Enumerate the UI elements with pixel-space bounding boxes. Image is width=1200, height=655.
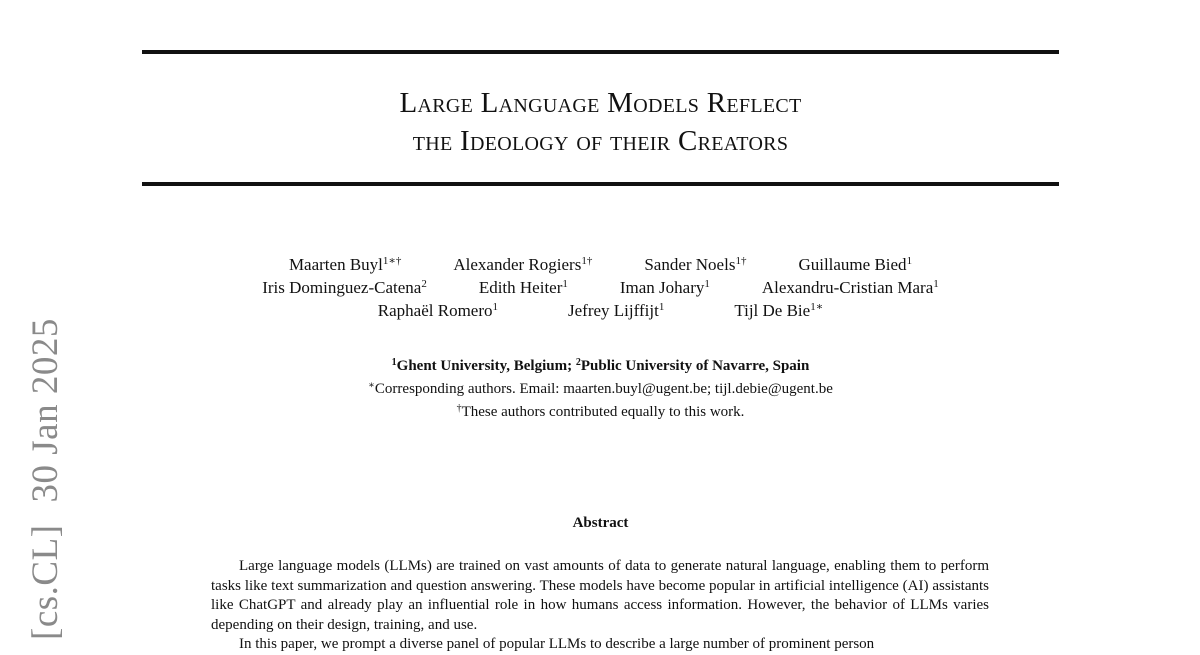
arxiv-date: 30 Jan 2025: [25, 318, 66, 503]
author: Jefrey Lijffijt$^1$: [568, 301, 665, 320]
author-row-2: [142, 278, 1059, 298]
paper-title: [142, 84, 1059, 160]
title-line-2: the Ideology of their Creators: [412, 125, 789, 157]
abstract-paragraph-1: Large language models (LLMs) are trained on vast amounts of data to generate natural language, enabling them to perform tasks like text summarization and question answering. These models have become popular in artificial intelligence (AI) assistants like ChatGPT and already play an influential role in how humans access information. However, the behavior of LLMs varies depending on their design, training, and use.: [211, 558, 989, 633]
author: Sander Noels$^{1\dagger}$: [644, 255, 747, 274]
author: Raphaël Romero$^1$: [377, 301, 499, 320]
arxiv-category: [cs.CL]: [25, 524, 66, 640]
abstract-heading: Abstract: [572, 515, 629, 531]
arxiv-side-stamp: [24, 296, 67, 640]
author: Guillaume Bied$^1$: [798, 255, 913, 274]
author-row-1: [142, 255, 1059, 275]
author: Iman Johary$^1$: [619, 278, 710, 297]
author: Edith Heiter$^1$: [478, 278, 568, 297]
abstract-paragraph-2: In this paper, we prompt a diverse panel of popular LLMs to describe a large number of prominent person: [239, 636, 875, 652]
author: Maarten Buyl$^{1∗\dagger}$: [288, 255, 402, 274]
title-top-rule: [142, 50, 1059, 54]
affiliations: $^1$Ghent University, Belgium; $^2$Public University of Navarre, Spain: [391, 357, 810, 374]
author: Alexander Rogiers$^{1\dagger}$: [453, 255, 593, 274]
author: Alexandru-Cristian Mara$^1$: [761, 278, 939, 297]
title-bottom-rule: [142, 182, 1059, 186]
author: Iris Dominguez-Catena$^2$: [262, 278, 427, 297]
author: Tijl De Bie$^{1∗}$: [734, 301, 824, 320]
abstract-body: [211, 557, 989, 655]
title-line-1: Large Language Models Reflect: [399, 87, 802, 119]
equal-contribution-note: †These authors contributed equally to this work.: [456, 403, 745, 420]
author-row-3: [142, 301, 1059, 321]
corresponding-authors-note: ∗Corresponding authors. Email: maarten.buyl@ugent.be; tijl.debie@ugent.be: [368, 380, 833, 397]
